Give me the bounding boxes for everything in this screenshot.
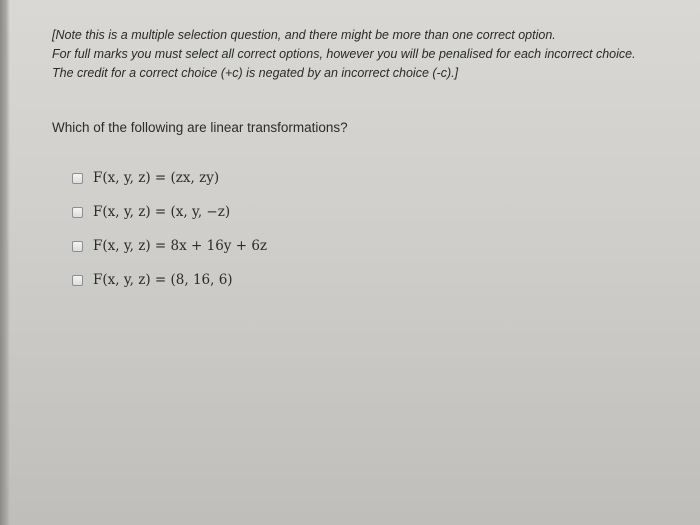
- option-3-formula: F(x, y, z) = 8x + 16y + 6z: [93, 238, 268, 254]
- note-line-1: [Note this is a multiple selection question, and there might be more than one correct option.: [52, 28, 556, 42]
- option-4-checkbox[interactable]: [72, 275, 83, 286]
- note-line-2: For full marks you must select all correct options, however you will be penalised for each incorrect choice.: [52, 47, 636, 61]
- option-2-checkbox[interactable]: [72, 207, 83, 218]
- monitor-bezel-edge: [0, 0, 10, 525]
- option-1-formula: F(x, y, z) = (zx, zy): [93, 170, 220, 186]
- option-2[interactable]: [72, 196, 267, 228]
- option-3-checkbox[interactable]: [72, 241, 83, 252]
- answer-options: [72, 162, 267, 298]
- question-text: Which of the following are linear transformations?: [52, 120, 348, 135]
- option-2-formula: F(x, y, z) = (x, y, −z): [93, 204, 231, 220]
- option-4[interactable]: [72, 264, 267, 296]
- instruction-note: [52, 26, 682, 83]
- option-3[interactable]: [72, 230, 267, 262]
- option-1-checkbox[interactable]: [72, 173, 83, 184]
- option-4-formula: F(x, y, z) = (8, 16, 6): [93, 272, 233, 288]
- option-1[interactable]: [72, 162, 267, 194]
- note-line-3: The credit for a correct choice (+c) is negated by an incorrect choice (-c).]: [52, 66, 459, 80]
